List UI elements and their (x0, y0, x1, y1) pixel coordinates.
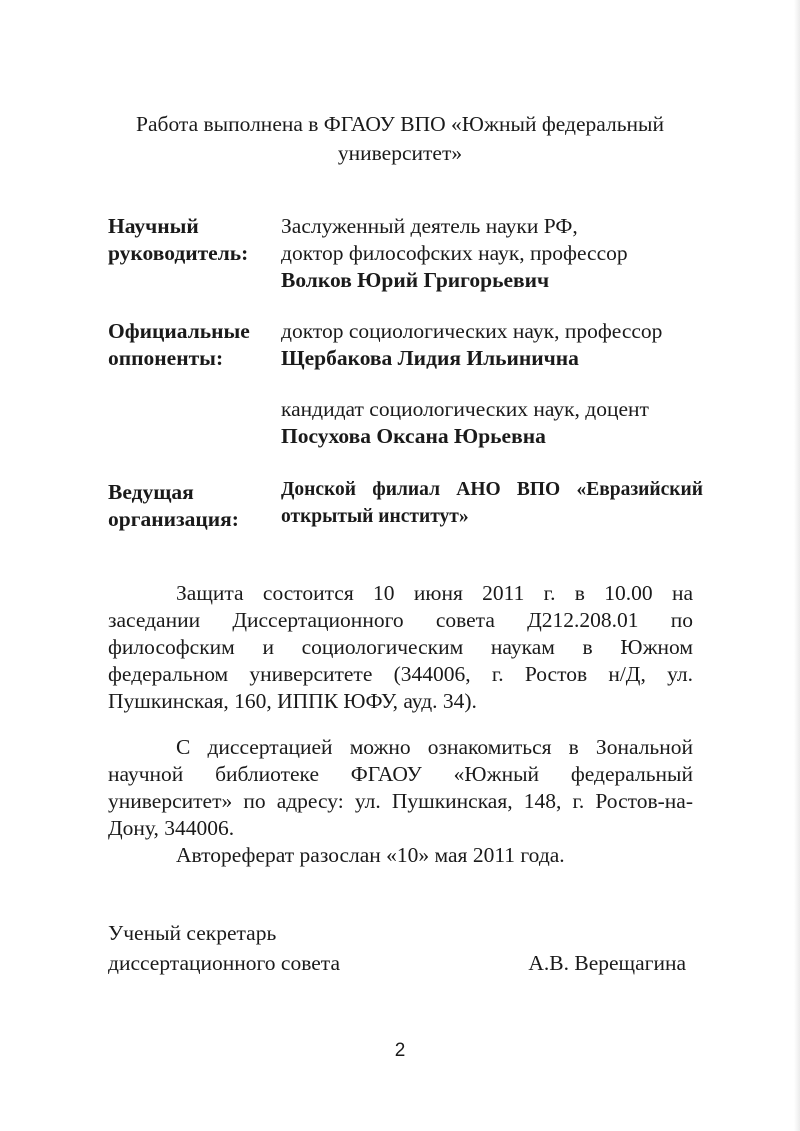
header-line-1: Работа выполнена в ФГАОУ ВПО «Южный федеральный (136, 112, 664, 136)
leading-org-name (281, 476, 703, 530)
leading-org-label (108, 479, 239, 533)
defense-line-4: федеральном университете (344006, г. Ростов н/Д, ул. (108, 662, 693, 686)
library-line-3: университет» по адресу: ул. Пушкинская, 148, г. Ростов-на- (108, 789, 693, 813)
defense-line-2: заседании Диссертационного совета Д212.208.01 по (108, 608, 693, 632)
leading-org-name-line-2: открытый институт» (281, 506, 469, 527)
opponent-2-name: Посухова Оксана Юрьевна (281, 424, 546, 448)
supervisor-info (281, 213, 706, 294)
library-line-2: научной библиотеке ФГАОУ «Южный федеральный (108, 762, 693, 786)
header-line-2: университет» (337, 141, 463, 165)
leading-org-name-line-1: Донской филиал АНО ВПО «Евразийский (281, 479, 703, 500)
abstract-sent-date: Автореферат разослан «10» мая 2011 года. (176, 843, 565, 867)
defense-line-1: Защита состоится 10 июня 2011 г. в 10.00 на (176, 581, 693, 605)
page-header (100, 110, 700, 168)
supervisor-name: Волков Юрий Григорьевич (281, 268, 550, 292)
leading-org-label-line-1: Ведущая (108, 480, 194, 504)
opponents-label (108, 318, 250, 372)
signature-block (108, 918, 688, 978)
supervisor-label-line-1: Научный (108, 214, 199, 238)
page-edge-shadow (794, 0, 800, 1131)
defense-line-5: Пушкинская, 160, ИППК ЮФУ, ауд. 34). (108, 689, 477, 713)
supervisor-label (108, 213, 248, 267)
opponents-info (281, 318, 706, 450)
defense-paragraph (108, 580, 693, 715)
signature-role-line-2: диссертационного совета (108, 951, 340, 975)
supervisor-section (108, 213, 708, 295)
signature-role-line-1: Ученый секретарь (108, 921, 277, 945)
leading-org-label-line-2: организация: (108, 507, 239, 531)
opponents-label-line-2: оппоненты: (108, 346, 224, 370)
page-number: 2 (394, 1040, 406, 1061)
supervisor-title-line-2: доктор философских наук, профессор (281, 241, 628, 265)
supervisor-label-line-2: руководитель: (108, 241, 249, 265)
defense-line-3: философским и социологическим наукам в Южном (108, 635, 693, 659)
leading-org-section (108, 476, 708, 532)
library-line-4: Дону, 344006. (108, 816, 235, 840)
opponents-label-line-1: Официальные (108, 319, 250, 343)
opponent-1-title: доктор социологических наук, профессор (281, 319, 663, 343)
library-paragraph (108, 734, 693, 869)
library-line-1: С диссертацией можно ознакомиться в Зональной (176, 735, 693, 759)
signature-name: А.В. Верещагина (528, 951, 686, 975)
opponent-1-name: Щербакова Лидия Ильинична (281, 346, 579, 370)
opponent-2-title: кандидат социологических наук, доцент (281, 397, 649, 421)
supervisor-title-line-1: Заслуженный деятель науки РФ, (281, 214, 578, 238)
opponents-section (108, 318, 708, 458)
